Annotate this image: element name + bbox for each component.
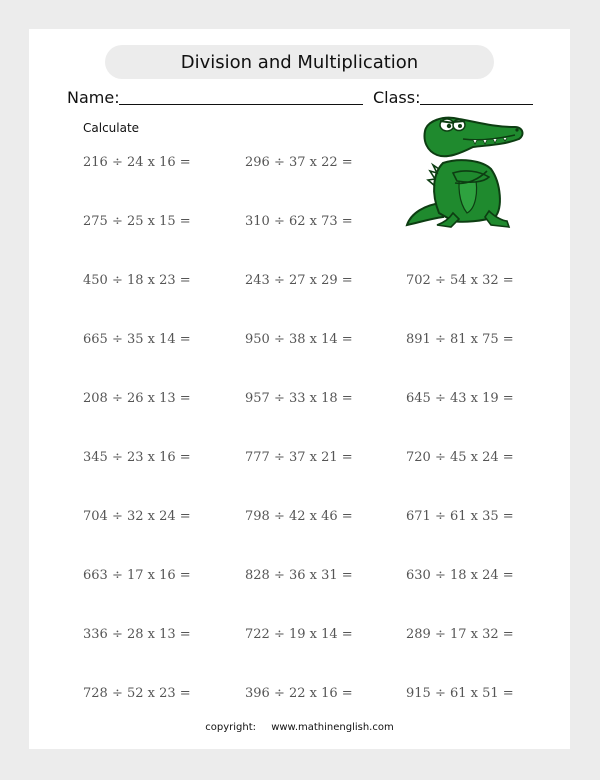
class-line [420, 104, 533, 105]
name-label: Name: [67, 88, 120, 107]
problem-item: 665 ÷ 35 x 14 = [83, 332, 191, 347]
problem-item: 396 ÷ 22 x 16 = [245, 686, 353, 701]
problem-item: 336 ÷ 28 x 13 = [83, 627, 191, 642]
problem-item: 828 ÷ 36 x 31 = [245, 568, 353, 583]
worksheet [29, 29, 570, 749]
class-label: Class: [373, 88, 421, 107]
problem-item: 915 ÷ 61 x 51 = [406, 686, 514, 701]
problem-item: 957 ÷ 33 x 18 = [245, 391, 353, 406]
problem-item: 296 ÷ 37 x 22 = [245, 155, 353, 170]
problem-item: 645 ÷ 43 x 19 = [406, 391, 514, 406]
problem-item: 275 ÷ 25 x 15 = [83, 214, 191, 229]
footer [29, 722, 570, 733]
problem-item: 950 ÷ 38 x 14 = [245, 332, 353, 347]
problem-item: 345 ÷ 23 x 16 = [83, 450, 191, 465]
copyright-label: copyright: [205, 722, 257, 733]
problem-item: 704 ÷ 32 x 24 = [83, 509, 191, 524]
problem-item: 728 ÷ 52 x 23 = [83, 686, 191, 701]
name-line [119, 104, 363, 105]
problem-item: 671 ÷ 61 x 35 = [406, 509, 514, 524]
problem-item: 663 ÷ 17 x 16 = [83, 568, 191, 583]
problem-item: 798 ÷ 42 x 46 = [245, 509, 353, 524]
problem-item: 216 ÷ 24 x 16 = [83, 155, 191, 170]
problem-item: 243 ÷ 27 x 29 = [245, 273, 353, 288]
crocodile-icon [403, 113, 527, 229]
problem-item: 208 ÷ 26 x 13 = [83, 391, 191, 406]
problem-item: 450 ÷ 18 x 23 = [83, 273, 191, 288]
problem-item: 722 ÷ 19 x 14 = [245, 627, 353, 642]
problem-item: 630 ÷ 18 x 24 = [406, 568, 514, 583]
instruction-text: Calculate [83, 121, 140, 135]
problem-item: 777 ÷ 37 x 21 = [245, 450, 353, 465]
footer-website: www.mathinenglish.com [271, 722, 394, 733]
problem-item: 702 ÷ 54 x 32 = [406, 273, 514, 288]
problem-item: 289 ÷ 17 x 32 = [406, 627, 514, 642]
problem-item: 310 ÷ 62 x 73 = [245, 214, 353, 229]
problem-item: 720 ÷ 45 x 24 = [406, 450, 514, 465]
worksheet-title: Division and Multiplication [105, 45, 494, 79]
problem-item: 891 ÷ 81 x 75 = [406, 332, 514, 347]
